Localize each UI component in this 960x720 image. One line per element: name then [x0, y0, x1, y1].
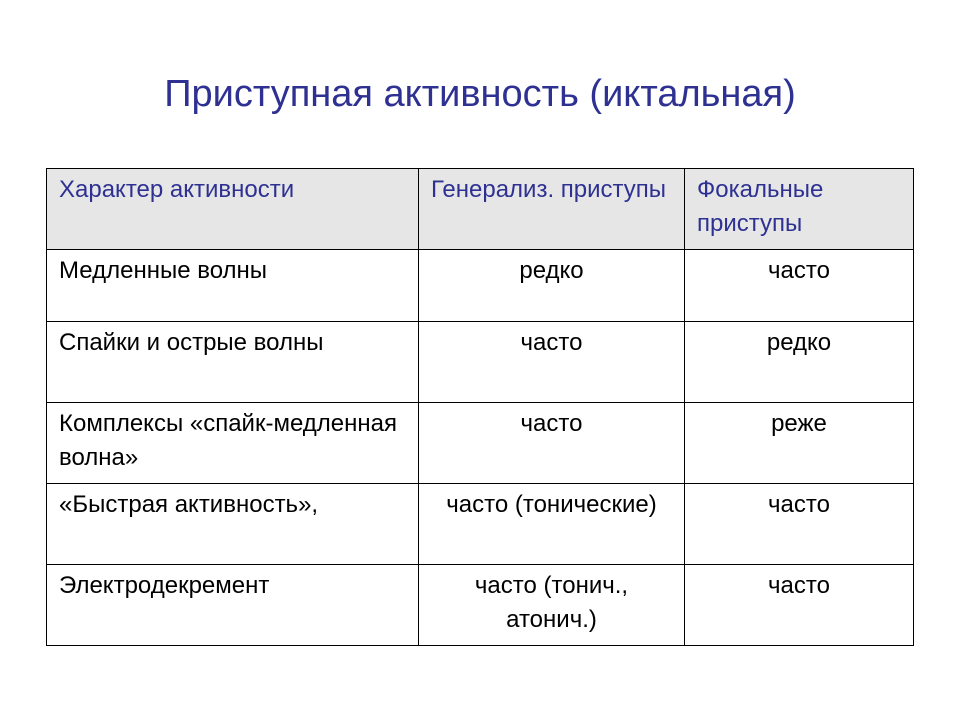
focal-cell: часто: [685, 250, 914, 322]
table-row: [47, 403, 914, 484]
table-row: [47, 484, 914, 565]
generalized-cell: часто: [419, 403, 685, 484]
table-header-row: [47, 169, 914, 250]
header-cell-focal: Фокальные приступы: [685, 169, 914, 250]
table-row: [47, 322, 914, 403]
generalized-cell: часто: [419, 322, 685, 403]
generalized-cell: редко: [419, 250, 685, 322]
activity-cell: Медленные волны: [47, 250, 419, 322]
activity-cell: Комплексы «спайк-медленная волна»: [47, 403, 419, 484]
focal-cell: редко: [685, 322, 914, 403]
focal-cell: реже: [685, 403, 914, 484]
comparison-table: [46, 168, 914, 646]
activity-cell: «Быстрая активность»,: [47, 484, 419, 565]
generalized-cell: часто (тонические): [419, 484, 685, 565]
table-row: [47, 565, 914, 646]
focal-cell: часто: [685, 565, 914, 646]
focal-cell: часто: [685, 484, 914, 565]
generalized-cell: часто (тонич., атонич.): [419, 565, 685, 646]
activity-cell: Электродекремент: [47, 565, 419, 646]
activity-cell: Спайки и острые волны: [47, 322, 419, 403]
table-row: [47, 250, 914, 322]
slide-title: Приступная активность (иктальная): [164, 73, 796, 115]
header-cell-activity: Характер активности: [47, 169, 419, 250]
header-cell-generalized: Генерализ. приступы: [419, 169, 685, 250]
